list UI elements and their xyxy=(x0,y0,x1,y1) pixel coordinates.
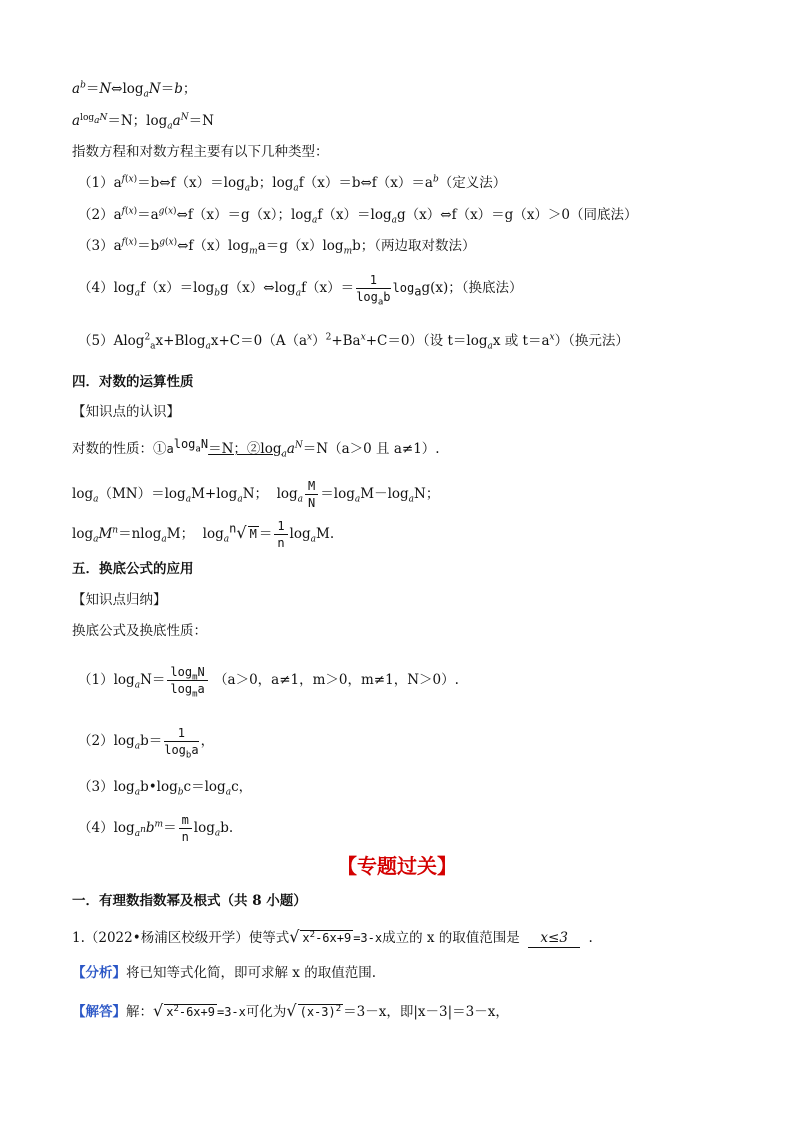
eq5-c: x+C＝0（A（a xyxy=(210,333,308,349)
equation-type-1: $(1)a^{f(x)}=b\Leftrightarrow f(x)=\log_ab$；$\log_af(x)=b\Leftrightarrow f(x)=a^b$（定义法） xyxy=(78,174,507,194)
eq1-b: ＝b⇔f（x）＝log xyxy=(137,175,245,191)
eq5-b: x+Blog xyxy=(155,333,206,349)
eq5-g: x 或 t＝a xyxy=(492,333,550,349)
f4-d: b. xyxy=(220,820,234,836)
change-base-formula-3: $(3)\log_ab•\log_bc=\log_ac$， xyxy=(78,779,253,798)
f3-d: c， xyxy=(231,779,253,795)
f2: （2）log xyxy=(78,733,135,749)
f4: （4）log xyxy=(78,820,135,836)
section-5-subtitle: 【知识点归纳】 xyxy=(72,592,167,608)
eq4-frac-num: 1 xyxy=(356,272,390,289)
solution-mid: 可化为 xyxy=(245,1004,287,1020)
eq2-e: g（x）⇔f（x）＝g（x）＞0（同底法） xyxy=(397,207,638,223)
eq2-a: （2）a xyxy=(78,207,122,223)
f1: （1）log xyxy=(78,672,135,688)
r1e: ＝log xyxy=(320,486,355,502)
eq5-a: （5）Alog xyxy=(78,333,145,349)
section-5-title: 五．换底公式的应用 xyxy=(72,561,194,577)
q1-answer: x≤3 xyxy=(528,929,580,948)
equation-type-4: $(4)\log_af(x)=\log_bg(x)\Leftrightarrow\log_af(x)=$ $\frac{1}{\log_ab}$ $\log_ag(x)$；（换底法） xyxy=(78,273,523,308)
equation-type-5: $(5)Alog^2_ax+Blog_ax+C=0(A(a^x)^2+Ba^x+C=0)$（设 $t=\log_ax$ 或 $t=a^x$）（换元法） xyxy=(78,332,629,352)
q1-pre: 1.（2022•杨浦区校级开学）使等式 xyxy=(72,930,290,946)
question-section-title: 一．有理数指数幂及根式（共 8 小题） xyxy=(72,893,307,909)
f3-c: c＝log xyxy=(183,779,226,795)
log-rule-product-quotient: $\log_a(MN)=\log_aM+\log_aN$； $\log_a$ $\frac{M}{N}$ $=\log_aM-\log_aN$； xyxy=(72,479,440,510)
solution-tail: ＝3－x，即|x－3|＝3－x， xyxy=(343,1004,509,1020)
r2b: ＝nlog xyxy=(118,526,162,542)
eq4-f: g(x)；（换底法） xyxy=(421,280,523,296)
log-rule-power-root: $\log_aM^n=nlog_aM$； $\log_a^n√$ M ＝ $\frac{1}{n}$ $\log_aM$. xyxy=(72,519,335,550)
eq3-b: ＝b xyxy=(137,238,160,254)
eq4-fraction xyxy=(356,272,391,308)
eq2-b: ＝a xyxy=(137,207,159,223)
eq4-frac-den-text: log xyxy=(356,290,378,304)
prop-c: ＝N（a＞0 且 a≠1）. xyxy=(302,441,440,457)
equation-types-intro: 指数方程和对数方程主要有以下几种类型： xyxy=(72,144,329,160)
solution-tag: 【解答】 xyxy=(72,1004,126,1020)
eq2-c: ⇔f（x）＝g（x）；log xyxy=(176,207,313,223)
solution-pre: 解： xyxy=(126,1004,153,1020)
change-base-formula-2: $(2)\log_ab=$ $\frac{1}{\log_ba}$ ， xyxy=(78,726,215,761)
eq4-c: g（x）⇔log xyxy=(220,280,296,296)
r2e: log xyxy=(289,526,311,542)
eq4-frac-den: $\log_ab$ xyxy=(356,290,391,308)
analysis-text: 将已知等式化简，即可求解 x 的取值范围. xyxy=(126,965,376,981)
f3-b: b•log xyxy=(140,779,178,795)
f4-b: ＝ xyxy=(163,820,177,836)
question-1: 1.（2022•杨浦区校级开学）使等式√ $x^2-6x+9 =3-x$成立的 x 的取值范围是 x≤3 . xyxy=(72,927,593,946)
section-4-title: 四．对数的运算性质 xyxy=(72,374,194,390)
log-property-line: 对数的性质：$①a^{log_aN}=N$；$②\log_aa^N=N(a>0$ 且 a≠1）. xyxy=(72,436,440,460)
eq5-d: ） xyxy=(312,333,326,349)
r1g: N； xyxy=(414,486,440,502)
change-base-formula-1: $(1)\log_aN=$ $\frac{\log_mN}{\log_ma}$ （a＞0，a≠1，m＞0，m≠1，N＞0）. xyxy=(78,665,459,700)
f2-c: ， xyxy=(200,733,215,749)
analysis-tag: 【分析】 xyxy=(72,965,126,981)
r2d: ＝ xyxy=(258,526,273,542)
r1f: M－log xyxy=(360,486,409,502)
r1b: （MN）＝log xyxy=(98,486,186,502)
eq4-b: f（x）＝log xyxy=(140,280,215,296)
section-4-subtitle: 【知识点的认识】 xyxy=(72,404,180,420)
r1a: log xyxy=(72,486,94,502)
identity-line-1: $a^b=N\Leftrightarrow\log_aN=b$； xyxy=(72,80,197,100)
q1-end: . xyxy=(588,930,593,946)
eq4-d: f（x）＝ xyxy=(301,280,355,296)
f4-c: log xyxy=(193,820,215,836)
identity-2-end: ＝N xyxy=(188,113,214,129)
analysis-line xyxy=(72,964,376,982)
section-5-intro: 换底公式及换底性质： xyxy=(72,623,207,639)
equation-type-3: $(3)a^{f(x)}=b^{g(x)}\Leftrightarrow f(x)\log_ma=g(x)\log_mb$；（两边取对数法） xyxy=(78,237,476,257)
eq1-a: （1）a xyxy=(78,175,122,191)
f3: （3）log xyxy=(78,779,135,795)
solution-line: 【解答】解：√ $x^2-6x+9 =3-x$可化为√ $(x-3)^2 =3-x$，即|x－3|＝3－x， xyxy=(72,1001,509,1020)
r2c: M； xyxy=(166,526,195,542)
eq5-e: +Ba xyxy=(331,333,361,349)
r1d: N； xyxy=(242,486,268,502)
eq1-c: b；log xyxy=(250,175,294,191)
identity-2-text: ＝N；log xyxy=(107,113,168,129)
eq3-d: a＝g（x）log xyxy=(257,238,344,254)
change-base-formula-4: $(4)\log_{a^n}b^m=$ $\frac{m}{n}$ $\log_ab$. xyxy=(78,813,234,844)
q1-mid: 成立的 x 的取值范围是 xyxy=(382,930,520,946)
eq2-d: f（x）＝log xyxy=(317,207,392,223)
equation-type-2: $(2)a^{f(x)}=a^{g(x)}\Leftrightarrow f(x)=g(x)$；$\log_af(x)=\log_ag(x)\Leftrightarrow f(x)=g(x)>0$（同底法） xyxy=(78,206,638,226)
r1c: M+log xyxy=(191,486,238,502)
eq3-a: （3）a xyxy=(78,238,122,254)
prop-a: 对数的性质：① xyxy=(72,441,167,457)
prop-b: ＝N；②log xyxy=(208,441,282,457)
eq3-c: ⇔f（x）log xyxy=(177,238,250,254)
identity-line-2: $a^{log_aN}=N$；$\log_aa^N=N$ xyxy=(72,112,214,132)
r2a: log xyxy=(72,526,94,542)
eq1-d: f（x）＝b⇔f（x）＝a xyxy=(298,175,433,191)
eq5-h: ）（换元法） xyxy=(554,333,629,349)
eq4-a: （4）log xyxy=(78,280,135,296)
topic-title: 【专题过关】 xyxy=(337,854,457,878)
f2-b: b＝ xyxy=(140,733,163,749)
f1-c: （a＞0，a≠1，m＞0，m≠1，N＞0）. xyxy=(214,672,459,688)
f1-b: N＝ xyxy=(140,672,166,688)
r2f: M. xyxy=(316,526,335,542)
eq4-e: log xyxy=(392,281,415,295)
eq3-e: b；（两边取对数法） xyxy=(352,238,476,254)
eq5-f: +C＝0）（设 t＝log xyxy=(365,333,488,349)
eq1-e: （定义法） xyxy=(438,175,507,191)
